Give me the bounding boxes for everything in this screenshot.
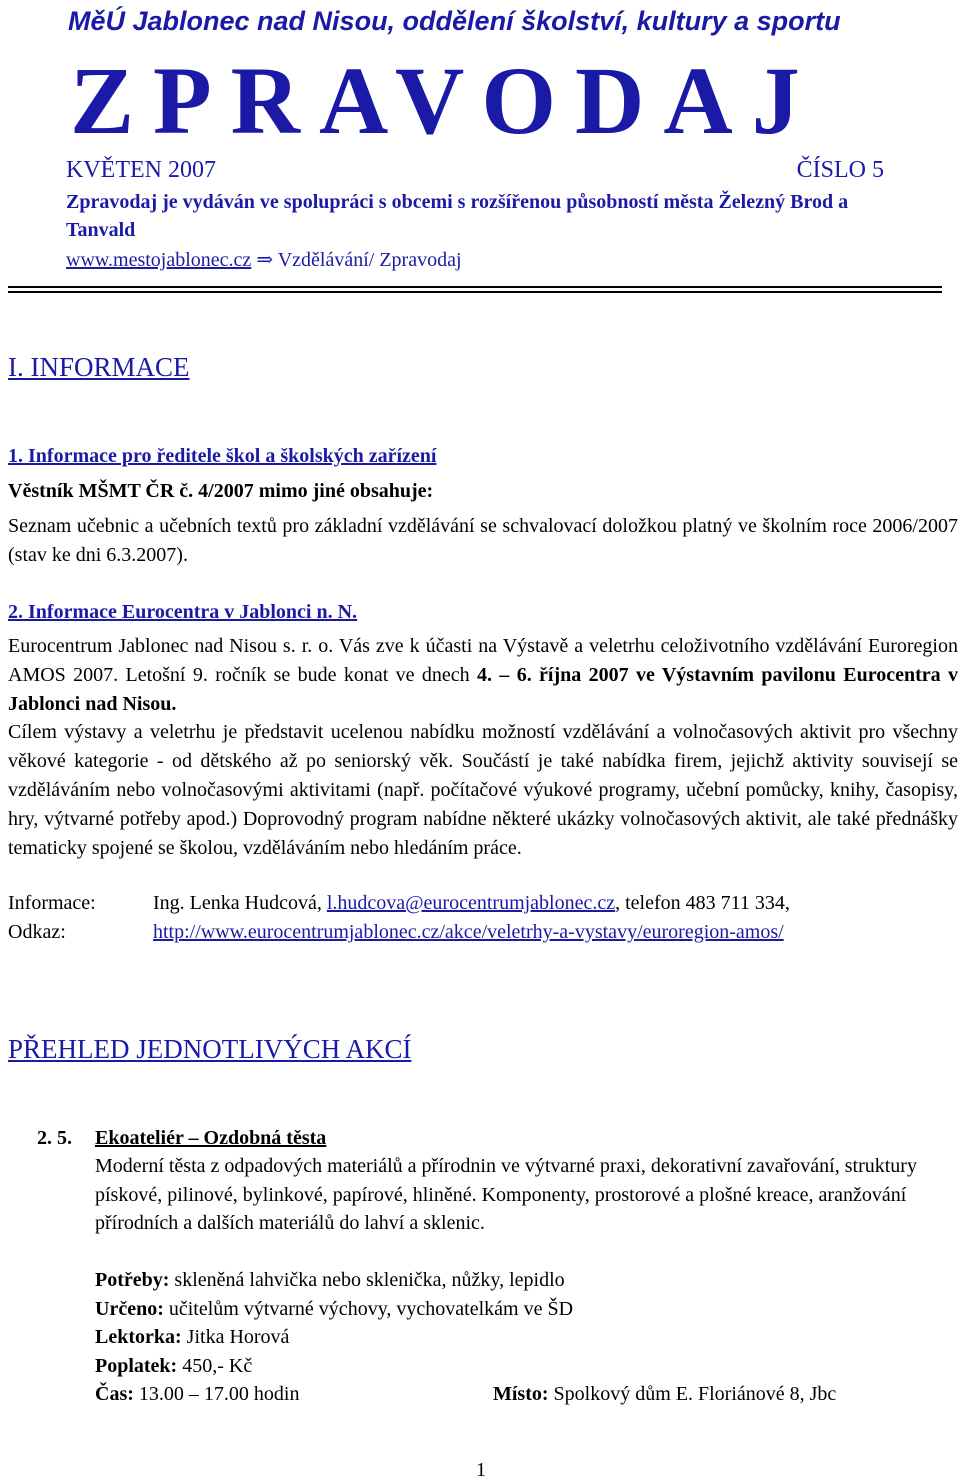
website-link[interactable]: www.mestojablonec.cz (66, 249, 252, 271)
lector-value: Jitka Horová (181, 1326, 290, 1348)
eurocentrum-url-link[interactable]: http://www.eurocentrumjablonec.cz/akce/veletrhy-a-vystavy/euroregion-amos/ (153, 921, 784, 943)
event-lector (95, 1323, 289, 1351)
event-needs (95, 1266, 565, 1294)
web-row (66, 246, 462, 274)
place-value: Spolkový dům E. Floriánové 8, Jbc (548, 1383, 837, 1405)
item1-heading: 1. Informace pro ředitele škol a školských zařízení (8, 445, 437, 467)
time-label: Čas: (95, 1383, 134, 1405)
section-events-title: PŘEHLED JEDNOTLIVÝCH AKCÍ (8, 1034, 412, 1064)
publication-note: Zpravodaj je vydáván ve spolupráci s obcemi s rozšířenou působností města Železný Brod a Tanvald (66, 191, 849, 241)
time-value: 13.00 – 17.00 hodin (133, 1383, 300, 1405)
eurocentrum-invite (8, 632, 958, 719)
event-date: 2. 5. (37, 1127, 72, 1149)
info-phone: , telefon 483 711 334, (615, 892, 790, 914)
place-label: Místo: (493, 1383, 549, 1405)
arrow-icon: ⇒ (256, 249, 274, 271)
issue-number: ČÍSLO 5 (796, 157, 884, 183)
event-time (95, 1380, 299, 1408)
newsletter-title: ZPRAVODAJ (70, 47, 819, 154)
exhibition-description: Cílem výstavy a veletrhu je představit ucelenou nabídku možností vzdělávání a volnočasových aktivit pro všechny věkové kategorie - od dětského až po seniorský věk. Součástí je také nabídka firem, jejichž aktivity souvisejí se vzděláváním nebo volnočasovými aktivitami (např. počítačové výukové programy, učební pomůcky, knihy, časopisy, hry, výtvarné potřeby apod.) Doprovodný program nabídne některé ukázky volnočasových aktivit, ale také přednášky tematicky spojené se školou, vzděláváním nebo hledáním práce. (8, 721, 958, 859)
event-place (493, 1380, 836, 1408)
page-number: 1 (476, 1459, 486, 1481)
audience-value: učitelům výtvarné výchovy, vychovatelkám ve ŠD (163, 1298, 574, 1320)
issue-row (66, 155, 884, 185)
event-fee (95, 1352, 252, 1380)
invite-dates: 4. – 6. října 2007 ve Výstavním pavilonu Eurocentra v Jablonci nad Nisou. (8, 664, 958, 715)
info-email-link[interactable]: l.hudcova@eurocentrumjablonec.cz (326, 892, 616, 914)
item2-heading: 2. Informace Eurocentra v Jablonci n. N. (8, 601, 358, 623)
event-title: Ekoateliér – Ozdobná těsta (95, 1127, 327, 1149)
event-audience (95, 1295, 573, 1323)
info-person: Ing. Lenka Hudcová, (153, 892, 327, 914)
vestnik-line: Věstník MŠMT ČR č. 4/2007 mimo jiné obsahuje: (8, 480, 434, 502)
info-row (8, 889, 790, 918)
needs-value: skleněná lahvička nebo sklenička, nůžky, lepidlo (169, 1269, 565, 1291)
event-description: Moderní těsta z odpadových materiálů a přírodnin ve výtvarné praxi, dekorativní zavařování, struktury pískové, pilinové, bylinkové, papírové, hliněné. Komponenty, prostorové a plošné kreace, aranžování přírodních a dalších materiálů do lahví a sklenic. (95, 1155, 917, 1234)
fee-label: Poplatek: (95, 1355, 178, 1377)
needs-label: Potřeby: (95, 1269, 170, 1291)
divider-top (8, 286, 942, 288)
info-label: Informace: (8, 892, 96, 914)
link-row (8, 918, 784, 947)
invite-text: Eurocentrum Jablonec nad Nisou s. r. o. Vás zve k účasti na Výstavě a veletrhu celoživotního vzdělávání Euroregion AMOS 2007. Letošní 9. ročník se bude konat ve dnech (8, 635, 958, 686)
audience-label: Určeno: (95, 1298, 164, 1320)
lector-label: Lektorka: (95, 1326, 182, 1348)
section-informace-title: I. INFORMACE (8, 352, 190, 382)
divider-bottom (8, 291, 942, 293)
vestnik-text: Seznam učebnic a učebních textů pro základní vzdělávání se schvalovací doložkou platný ve školním roce 2006/2007 (stav ke dni 6.3.2007). (8, 515, 958, 566)
fee-value: 450,- Kč (177, 1355, 253, 1377)
website-path: Vzdělávání/ Zpravodaj (277, 249, 462, 271)
organization-title: MěÚ Jablonec nad Nisou, oddělení školství, kultury a sportu (68, 6, 841, 36)
link-label: Odkaz: (8, 921, 66, 943)
issue-month: KVĚTEN 2007 (66, 157, 216, 183)
